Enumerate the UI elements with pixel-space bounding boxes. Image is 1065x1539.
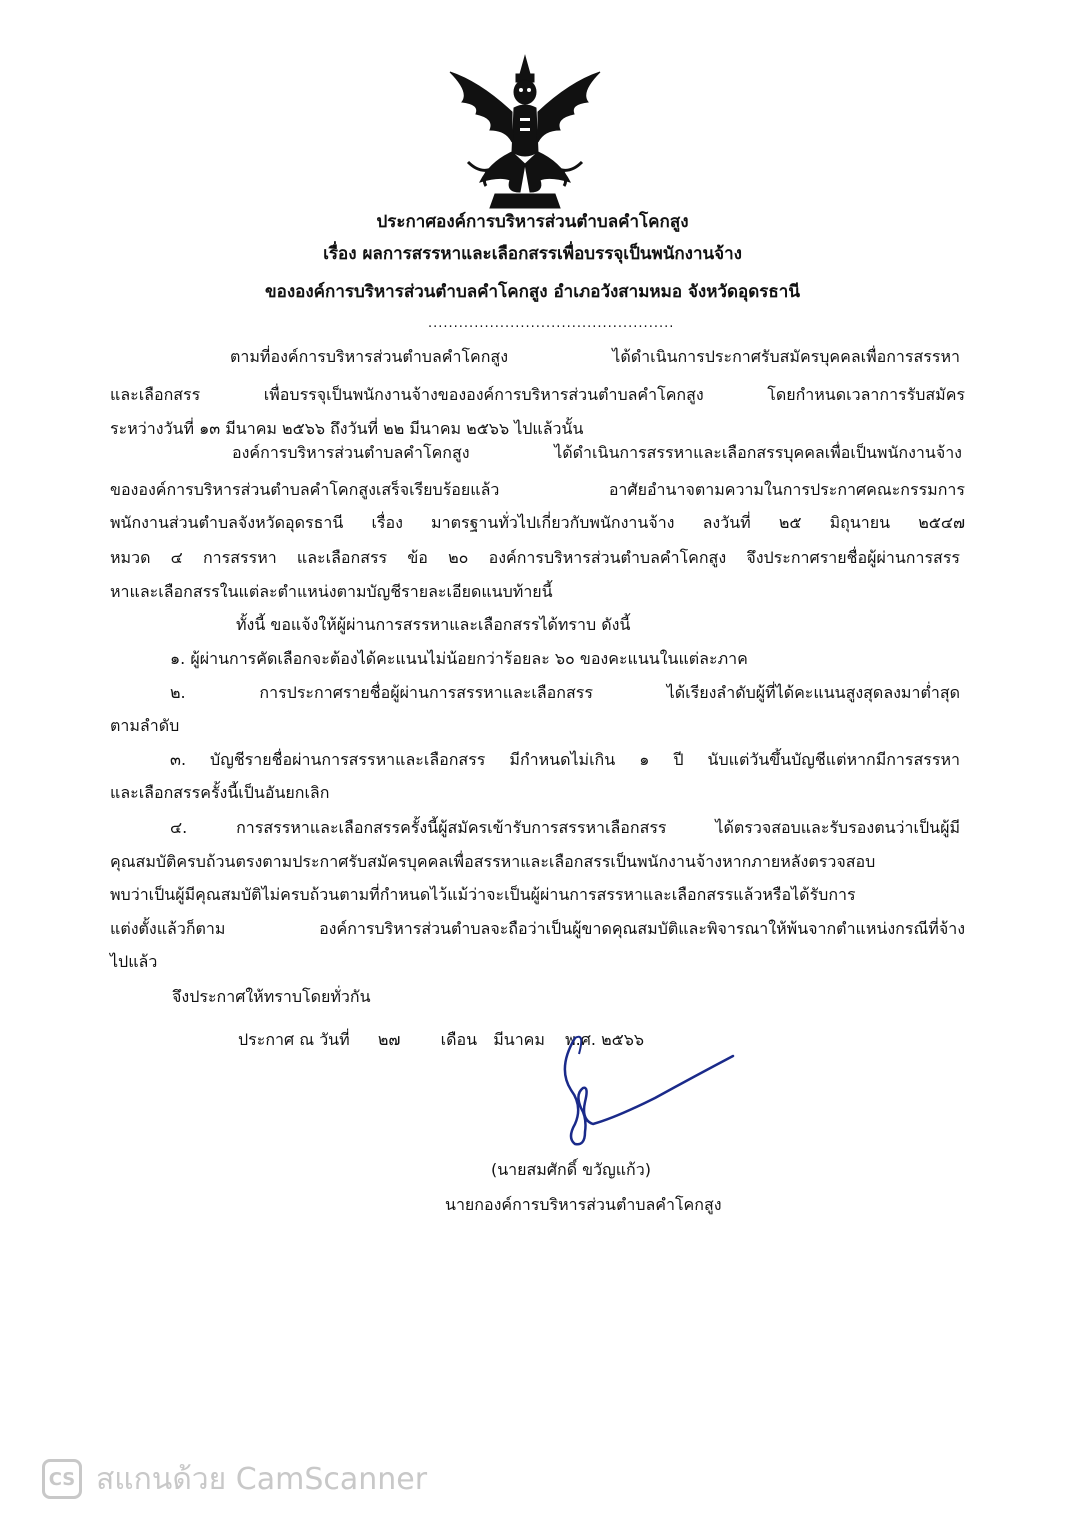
announcement-subject: เรื่อง ผลการสรรหาและเลือกสรรเพื่อบรรจุเป็นพนักงานจ้าง xyxy=(323,244,742,264)
item-2-line: ตามลำดับ xyxy=(110,716,180,735)
dateline-month: มีนาคม xyxy=(493,1030,545,1049)
camscanner-watermark xyxy=(42,1457,427,1501)
dateline-prefix: ประกาศ ณ วันที่ xyxy=(238,1030,350,1049)
item-4-line: คุณสมบัติครบถ้วนตรงตามประกาศรับสมัครบุคคลเพื่อสรรหาและเลือกสรรเป็นพนักงานจ้างหากภายหลังตรวจสอบ xyxy=(110,852,876,871)
handwritten-signature xyxy=(545,1028,745,1156)
announcement-title: ประกาศองค์การบริหารส่วนตำบลคำโคกสูง xyxy=(376,212,689,232)
intro-line: ทั้งนี้ ขอแจ้งให้ผู้ผ่านการสรรหาและเลือกสรรได้ทราบ ดังนี้ xyxy=(236,615,631,634)
dateline-year: พ.ศ. ๒๕๖๖ xyxy=(565,1030,645,1049)
item-1-line: ๑. ผู้ผ่านการคัดเลือกจะต้องได้คะแนนไม่น้อยกว่าร้อยละ ๖๐ ของคะแนนในแต่ละภาค xyxy=(170,649,748,668)
title-separator: ................................................ xyxy=(428,316,675,331)
item-3-line: และเลือกสรรครั้งนี้เป็นอันยกเลิก xyxy=(110,783,330,802)
paragraph2-line: องค์การบริหารส่วนตำบลคำโคกสูง ได้ดำเนินการสรรหาและเลือกสรรบุคคลเพื่อเป็นพนักงานจ้าง xyxy=(232,443,962,462)
paragraph1-line: ระหว่างวันที่ ๑๓ มีนาคม ๒๕๖๖ ถึงวันที่ ๒๒ มีนาคม ๒๕๖๖ ไปแล้วนั้น xyxy=(110,419,584,438)
paragraph2-line: หาและเลือกสรรในแต่ละตำแหน่งตามบัญชีรายละเอียดแนบท้ายนี้ xyxy=(110,582,553,601)
garuda-emblem-icon xyxy=(440,52,610,212)
item-4-line: พบว่าเป็นผู้มีคุณสมบัติไม่ครบถ้วนตามที่กำหนดไว้แม้ว่าจะเป็นผู้ผ่านการสรรหาและเลือกสรรแล้วหรือได้รับการ xyxy=(110,885,856,904)
item-2-line: ๒. การประกาศรายชื่อผู้ผ่านการสรรหาและเลือกสรร ได้เรียงลำดับผู้ที่ได้คะแนนสูงสุดลงมาต่ำสุด xyxy=(170,683,960,702)
paragraph1-line: ตามที่องค์การบริหารส่วนตำบลคำโคกสูง ได้ดำเนินการประกาศรับสมัครบุคคลเพื่อการสรรหา xyxy=(230,347,960,366)
signatory-title: นายกองค์การบริหารส่วนตำบลคำโคกสูง xyxy=(445,1195,722,1214)
announcement-organization: ขององค์การบริหารส่วนตำบลคำโคกสูง อำเภอวังสามหมอ จังหวัดอุดรธานี xyxy=(265,282,800,302)
dateline-month-label: เดือน xyxy=(440,1030,478,1049)
item-4-line: ๔. การสรรหาและเลือกสรรครั้งนี้ผู้สมัครเข้ารับการสรรหาเลือกสรร ได้ตรวจสอบและรับรองตนว่าเป็นผู้มี xyxy=(170,818,960,837)
paragraph2-line: หมวด ๔ การสรรหา และเลือกสรร ข้อ ๒๐ องค์การบริหารส่วนตำบลคำโคกสูง จึงประกาศรายชื่อผู้ผ่านการสรร xyxy=(110,548,960,567)
item-4-line: ไปแล้ว xyxy=(110,952,158,971)
paragraph2-line: พนักงานส่วนตำบลจังหวัดอุดรธานี เรื่อง มาตรฐานทั่วไปเกี่ยวกับพนักงานจ้าง ลงวันที่ ๒๕ มิถุนายน ๒๕๔๗ xyxy=(110,513,965,532)
dateline-day: ๒๗ xyxy=(377,1030,401,1049)
paragraph2-line: ขององค์การบริหารส่วนตำบลคำโคกสูงเสร็จเรียบร้อยแล้ว อาศัยอำนาจตามความในการประกาศคณะกรรมการ xyxy=(110,480,965,499)
closing-line: จึงประกาศให้ทราบโดยทั่วกัน xyxy=(172,987,371,1006)
item-4-line: แต่งตั้งแล้วก็ตาม องค์การบริหารส่วนตำบลจะถือว่าเป็นผู้ขาดคุณสมบัติและพิจารณาให้พ้นจากตำแหน่งกรณีที่จ้าง xyxy=(110,919,965,938)
item-3-line: ๓. บัญชีรายชื่อผ่านการสรรหาและเลือกสรร มีกำหนดไม่เกิน ๑ ปี นับแต่วันขึ้นบัญชีแต่หากมีการสรรหา xyxy=(170,750,960,769)
paragraph1-line: และเลือกสรร เพื่อบรรจุเป็นพนักงานจ้างขององค์การบริหารส่วนตำบลคำโคกสูง โดยกำหนดเวลาการรับสมัคร xyxy=(110,385,965,404)
camscanner-logo-icon: CS xyxy=(42,1459,82,1499)
signatory-name: (นายสมศักดิ์ ขวัญแก้ว) xyxy=(491,1160,651,1179)
camscanner-text: สแกนด้วย CamScanner xyxy=(96,1461,428,1497)
